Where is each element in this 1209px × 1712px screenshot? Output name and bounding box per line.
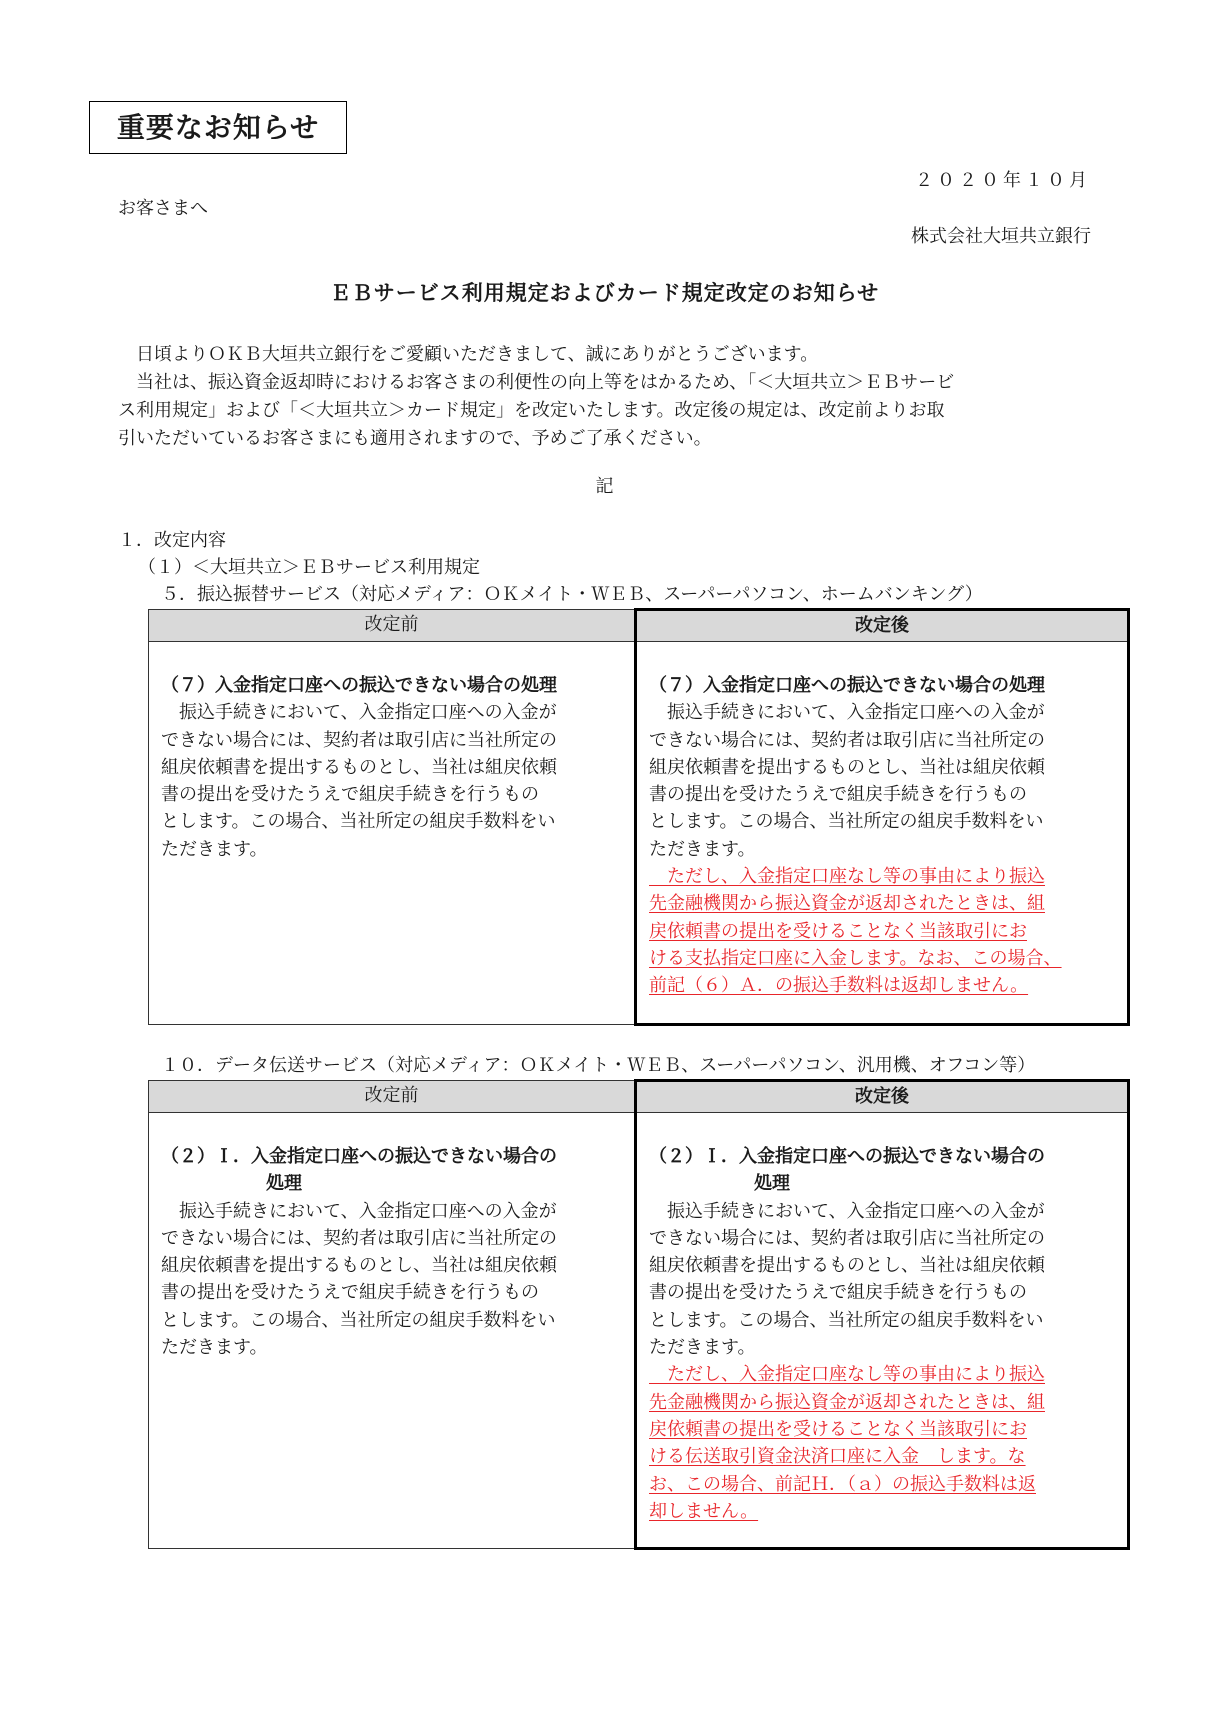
added-line: お、この場合、前記Ｈ．（ａ）の振込手数料は返 <box>649 1473 1036 1495</box>
comparison-table-2 <box>148 1079 1130 1550</box>
added-line: 戻依頼書の提出を受けることなく当該取引にお <box>649 920 1027 942</box>
body-line: 振込手続きにおいて、入金指定口座への入金が <box>649 1200 1045 1222</box>
clause-title-cont: 処理 <box>754 1173 790 1195</box>
clause-title: （２）Ｉ．入金指定口座への振込できない場合の <box>161 1146 557 1167</box>
comparison-table-1 <box>148 608 1130 1026</box>
body-line: 振込手続きにおいて、入金指定口座への入金が <box>161 702 557 724</box>
clause-title: （７）入金指定口座への振込できない場合の処理 <box>161 675 557 696</box>
body-line: ただきます。 <box>161 838 268 860</box>
body-line: 書の提出を受けたうえで組戻手続きを行うもの <box>649 1282 1027 1304</box>
subsection-heading: （１）＜大垣共立＞ＥＢサービス利用規定 <box>138 557 480 578</box>
body-line: ただきます。 <box>649 1337 756 1359</box>
body-line: 書の提出を受けたうえで組戻手続きを行うもの <box>649 784 1027 806</box>
body-line: 組戻依頼書を提出するものとし、当社は組戻依頼 <box>161 1255 557 1277</box>
body-line: 振込手続きにおいて、入金指定口座への入金が <box>161 1200 557 1222</box>
body-line: 組戻依頼書を提出するものとし、当社は組戻依頼 <box>161 756 557 778</box>
body-line: とします。この場合、当社所定の組戻手数料をい <box>161 1309 556 1331</box>
body-line: とします。この場合、当社所定の組戻手数料をい <box>649 1309 1044 1331</box>
added-line: 戻依頼書の提出を受けることなく当該取引にお <box>649 1418 1027 1440</box>
clause-title: （７）入金指定口座への振込できない場合の処理 <box>649 675 1045 696</box>
before-header: 改定前 <box>149 1081 636 1113</box>
after-header: 改定後 <box>636 610 1129 642</box>
ki-marker: 記 <box>595 476 614 497</box>
section-heading: １．改定内容 <box>118 530 226 551</box>
table1-caption: ５．振込振替サービス（対応メディア：ＯＫメイト・ＷＥＢ、スーパーパソコン、ホームバンキング） <box>161 584 983 605</box>
intro-line-1: 日頃よりＯＫＢ大垣共立銀行をご愛顧いただきまして、誠にありがとうございます。 <box>118 344 819 365</box>
date: ２０２０年１０月 <box>915 170 1091 191</box>
added-line: ける支払指定口座に入金します。なお、この場合、 <box>649 947 1062 969</box>
body-line: できない場合には、契約者は取引店に当社所定の <box>161 1227 557 1249</box>
body-line: ただきます。 <box>161 1337 268 1359</box>
before-header: 改定前 <box>149 610 636 642</box>
body-line: できない場合には、契約者は取引店に当社所定の <box>649 729 1045 751</box>
body-line: ただきます。 <box>649 838 756 860</box>
body-line: 組戻依頼書を提出するものとし、当社は組戻依頼 <box>649 756 1045 778</box>
added-line: 先金融機関から振込資金が返却されたときは、組 <box>649 1391 1045 1413</box>
body-line: 書の提出を受けたうえで組戻手続きを行うもの <box>161 784 539 806</box>
body-line: できない場合には、契約者は取引店に当社所定の <box>649 1227 1045 1249</box>
document-title: ＥＢサービス利用規定およびカード規定改定のお知らせ <box>329 281 880 305</box>
body-line: とします。この場合、当社所定の組戻手数料をい <box>161 811 556 833</box>
bank-name: 株式会社大垣共立銀行 <box>911 226 1091 247</box>
body-line: 振込手続きにおいて、入金指定口座への入金が <box>649 702 1045 724</box>
added-line: ける伝送取引資金決済口座に入金 します。な <box>649 1446 1026 1468</box>
before-cell <box>149 1113 636 1549</box>
added-line: ただし、入金指定口座なし等の事由により振込 <box>649 1364 1045 1386</box>
body-line: 組戻依頼書を提出するものとし、当社は組戻依頼 <box>649 1255 1045 1277</box>
addressee: お客さまへ <box>118 198 208 219</box>
intro-line-3: ス利用規定」および「＜大垣共立＞カード規定」を改定いたします。改定後の規定は、改定前よりお取 <box>118 400 945 421</box>
after-header: 改定後 <box>636 1081 1129 1113</box>
table2-caption: １０．データ伝送サービス（対応メディア：ＯＫメイト・ＷＥＢ、スーパーパソコン、汎用機、オフコン等） <box>161 1055 1036 1076</box>
intro-line-4: 引いただいているお客さまにも適用されますので、予めご了承ください。 <box>118 428 712 449</box>
body-line: 書の提出を受けたうえで組戻手続きを行うもの <box>161 1282 539 1304</box>
before-cell <box>149 642 636 1025</box>
added-line: 前記（６）Ａ．の振込手数料は返却しません。 <box>649 975 1029 997</box>
added-line: ただし、入金指定口座なし等の事由により振込 <box>649 866 1045 888</box>
body-line: できない場合には、契約者は取引店に当社所定の <box>161 729 557 751</box>
intro-line-2: 当社は、振込資金返却時におけるお客さまの利便性の向上等をはかるため、「＜大垣共立＞ＥＢサービ <box>118 372 955 393</box>
clause-title: （２）Ｉ．入金指定口座への振込できない場合の <box>649 1146 1045 1167</box>
after-cell <box>636 642 1129 1025</box>
added-line: 却しません。 <box>649 1500 759 1522</box>
body-line: とします。この場合、当社所定の組戻手数料をい <box>649 811 1044 833</box>
important-notice-label: 重要なお知らせ <box>89 101 347 154</box>
clause-title-cont: 処理 <box>266 1173 302 1195</box>
added-line: 先金融機関から振込資金が返却されたときは、組 <box>649 893 1045 915</box>
after-cell <box>636 1113 1129 1549</box>
